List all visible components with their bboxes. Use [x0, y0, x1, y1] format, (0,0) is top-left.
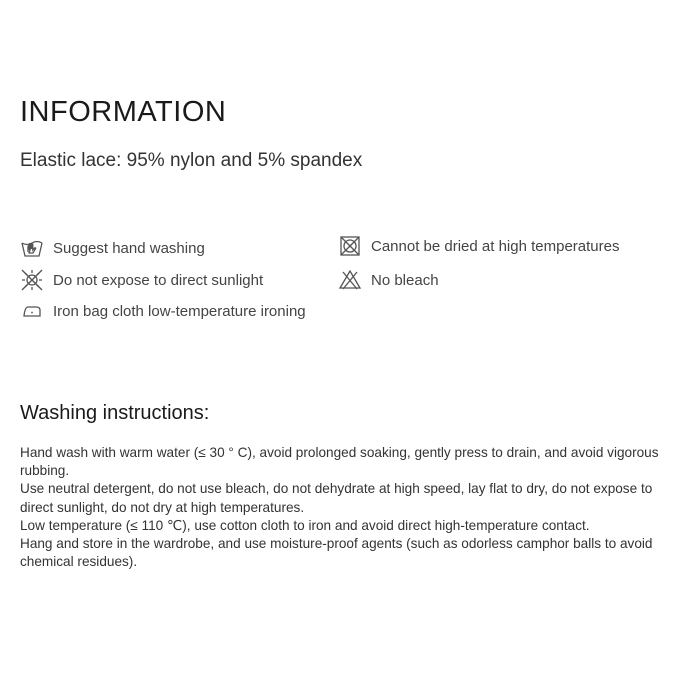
instruction-line: Low temperature (≤ 110 ℃), use cotton cloth to iron and avoid direct high-temperature contact. — [20, 517, 590, 533]
no-sun-icon — [20, 268, 44, 292]
instruction-line: Use neutral detergent, do not use bleach, do not dehydrate at high speed, lay flat to dry, do not expose to direct sunlight, do not dry at high temperatures. — [20, 481, 653, 515]
care-label: Suggest hand washing — [53, 239, 205, 257]
instruction-line: Hang and store in the wardrobe, and use moisture-proof agents (such as odorless camphor balls to avoid chemical residues). — [20, 536, 653, 570]
care-item-iron-low — [20, 299, 306, 323]
washing-instructions-title: Washing instructions: — [20, 402, 210, 424]
care-item-no-bleach — [338, 268, 439, 292]
care-item-no-tumble-dry — [338, 234, 620, 258]
instruction-line: Hand wash with warm water (≤ 30 ° C), avoid prolonged soaking, gently press to drain, and avoid vigorous rubbing. — [20, 445, 659, 479]
page-title: INFORMATION — [20, 96, 227, 128]
care-label: Cannot be dried at high temperatures — [371, 237, 620, 255]
iron-low-icon — [20, 299, 44, 323]
hand-wash-icon — [20, 236, 44, 260]
care-label: Do not expose to direct sunlight — [53, 271, 264, 289]
care-label: Iron bag cloth low-temperature ironing — [53, 302, 306, 320]
no-bleach-icon — [338, 268, 362, 292]
care-label: No bleach — [371, 271, 439, 289]
no-tumble-dry-icon — [338, 234, 362, 258]
washing-instructions-body — [20, 444, 680, 571]
care-item-no-sun — [20, 268, 263, 292]
material-composition: Elastic lace: 95% nylon and 5% spandex — [20, 150, 363, 171]
care-item-hand-wash — [20, 236, 205, 260]
